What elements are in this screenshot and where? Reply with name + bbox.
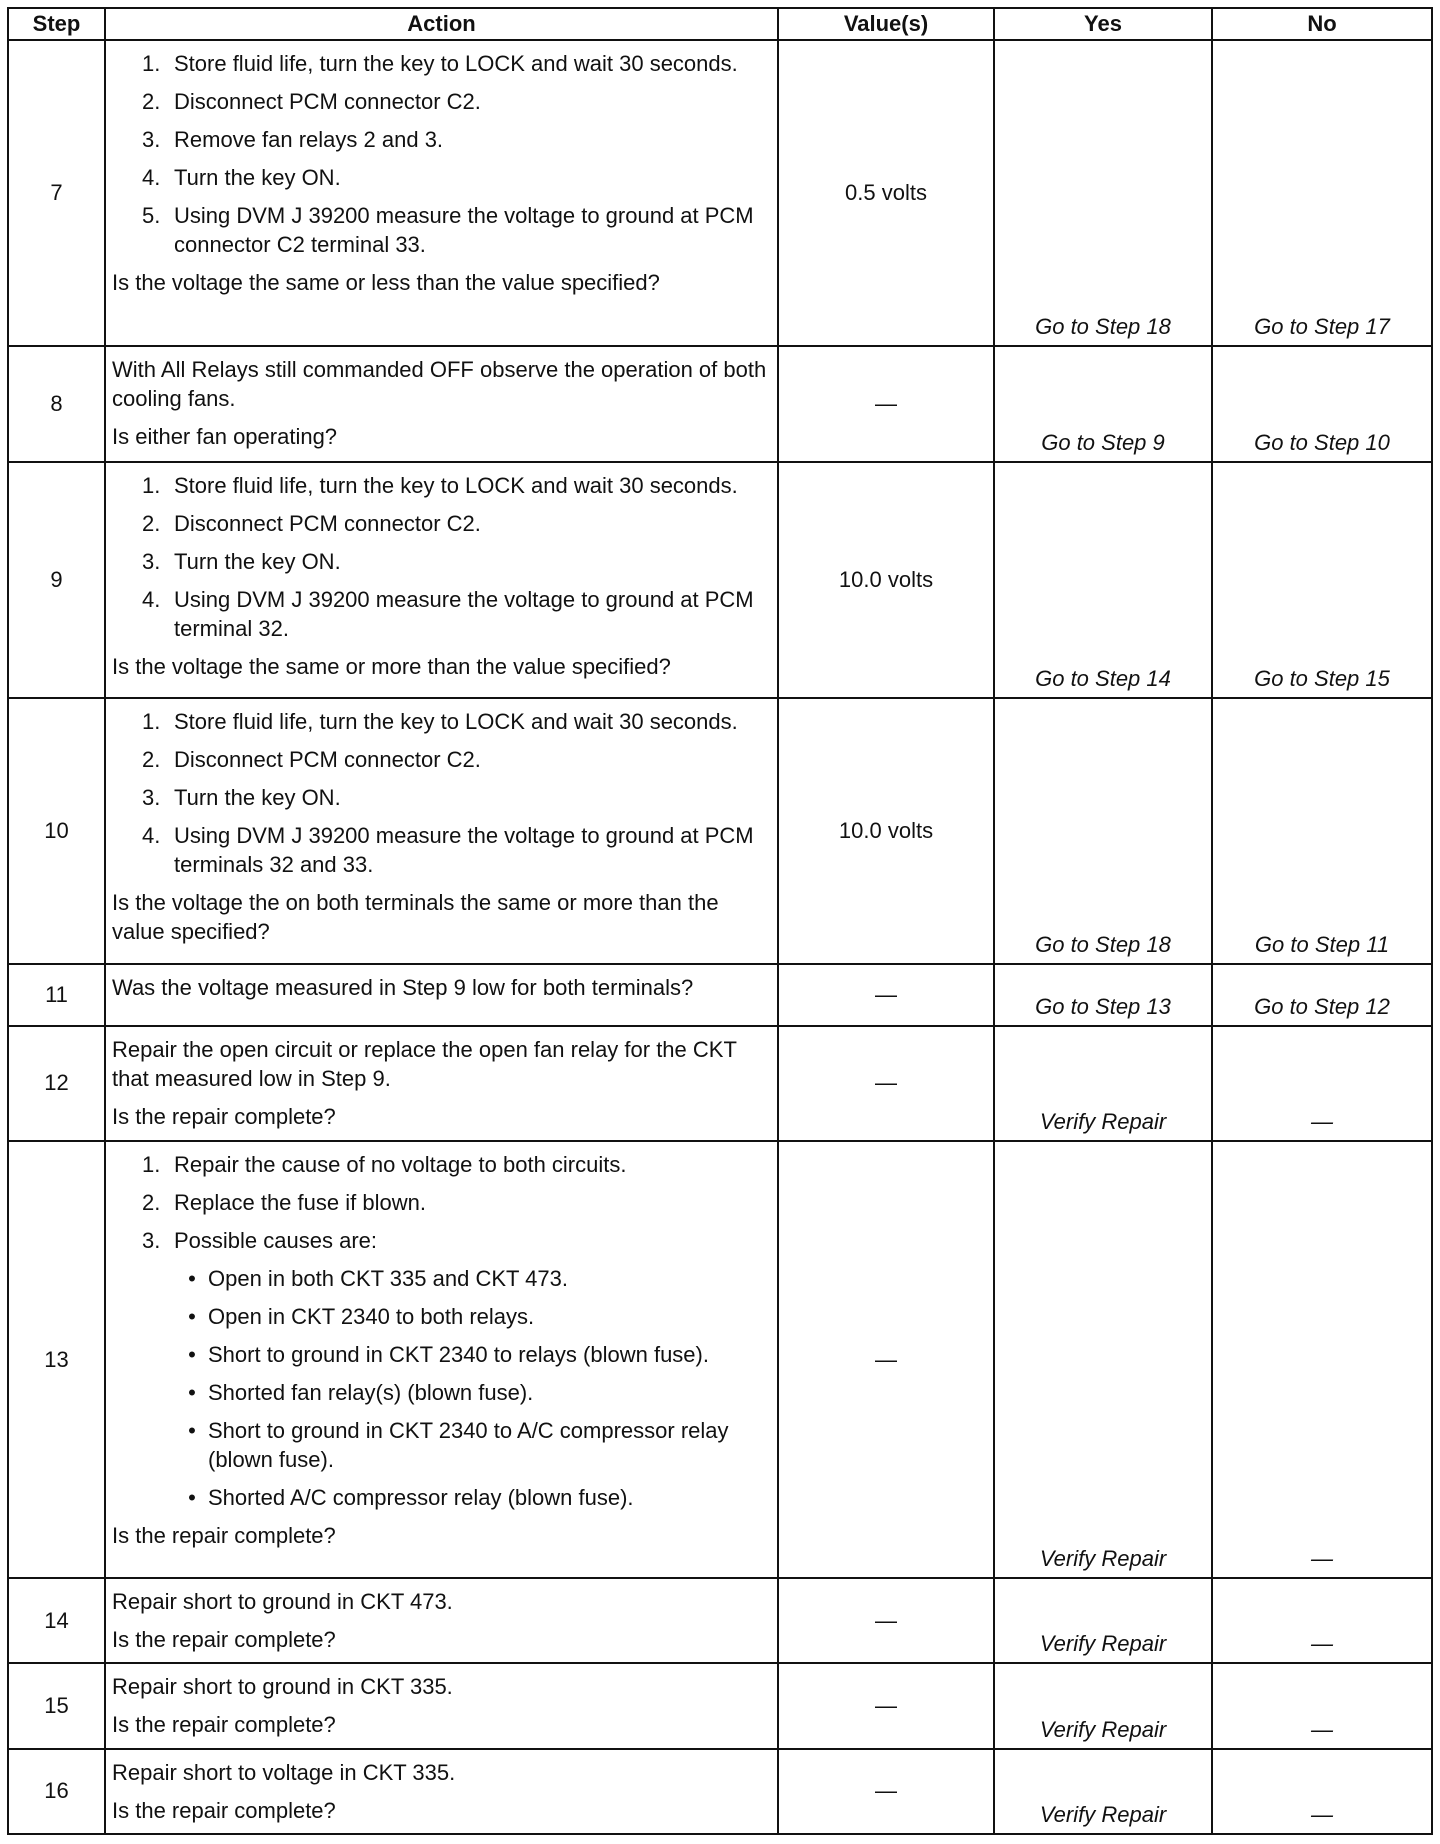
step-text: Store fluid life, turn the key to LOCK and wait 30 seconds. [174,51,738,76]
numbered-step [142,1150,771,1179]
yes-cell: Go to Step 13 [994,964,1212,1025]
bullet-list [112,1264,771,1512]
step-index: 2. [142,1190,161,1216]
step-text: Using DVM J 39200 measure the voltage to ground at PCM terminals 32 and 33. [174,822,754,877]
numbered-step [142,163,771,192]
step-text: Using DVM J 39200 measure the voltage to ground at PCM terminal 32. [174,586,754,641]
action-question: Is the repair complete? [112,1103,336,1129]
bullet-text: Shorted A/C compressor relay (blown fuse). [208,1485,634,1511]
no-cell: Go to Step 12 [1212,964,1432,1025]
numbered-step [142,87,771,116]
step-index: 1. [142,1152,161,1178]
bullet-text: Open in CKT 2340 to both relays. [208,1304,535,1330]
action-question: Is the repair complete? [112,1797,336,1823]
value-cell: — [778,1026,994,1142]
step-index: 1. [142,51,161,76]
no-cell: — [1212,1578,1432,1663]
action-cell [105,1141,778,1577]
diagnostic-table-container [7,7,1431,1835]
action-text: Repair short to ground in CKT 473. [112,1588,453,1614]
table-row [8,1026,1432,1142]
step-index: 4. [142,822,161,848]
bullet-item [176,1483,771,1512]
no-cell: Go to Step 17 [1212,40,1432,346]
step-number: 15 [8,1663,105,1748]
no-cell: Go to Step 11 [1212,698,1432,965]
no-cell: — [1212,1663,1432,1748]
action-question: Is the repair complete? [112,1626,336,1652]
no-cell: Go to Step 10 [1212,346,1432,462]
table-row [8,462,1432,698]
yes-cell: Go to Step 18 [994,698,1212,965]
action-question: Is the repair complete? [112,1523,336,1549]
step-index: 4. [142,586,161,612]
step-index: 2. [142,510,161,536]
table-row [8,1749,1432,1834]
yes-cell: Go to Step 14 [994,462,1212,698]
action-question: Is the voltage the on both terminals the same or more than the value specified? [112,889,719,944]
step-index: 2. [142,746,161,772]
numbered-step [142,547,771,576]
step-index: 3. [142,548,161,574]
action-text: Repair the open circuit or replace the open fan relay for the CKT that measured low in Step 9. [112,1036,737,1091]
table-row [8,698,1432,965]
step-index: 3. [142,1228,161,1254]
no-cell: — [1212,1026,1432,1142]
step-text: Store fluid life, turn the key to LOCK and wait 30 seconds. [174,708,738,734]
step-index: 4. [142,165,161,190]
value-cell: — [778,964,994,1025]
numbered-step [142,783,771,812]
step-number: 16 [8,1749,105,1834]
no-cell: Go to Step 15 [1212,462,1432,698]
numbered-step [142,821,771,879]
step-number: 10 [8,698,105,965]
numbered-step [142,1188,771,1217]
bullet-mark: • [188,1485,196,1511]
action-question: Was the voltage measured in Step 9 low for both terminals? [112,975,694,1001]
header-row [8,8,1432,40]
step-number: 7 [8,40,105,346]
step-text: Disconnect PCM connector C2. [174,89,481,114]
diagnostic-table [7,7,1433,1835]
yes-cell: Verify Repair [994,1026,1212,1142]
yes-cell: Go to Step 9 [994,346,1212,462]
numbered-step [142,745,771,774]
action-text: With All Relays still commanded OFF observe the operation of both cooling fans. [112,356,767,411]
step-number: 13 [8,1141,105,1577]
action-cell [105,1663,778,1748]
header-no: No [1212,8,1432,40]
value-cell: — [778,1663,994,1748]
value-cell: 10.0 volts [778,462,994,698]
step-index: 5. [142,203,161,228]
header-action: Action [105,8,778,40]
bullet-item [176,1264,771,1293]
step-text: Disconnect PCM connector C2. [174,746,481,772]
action-question: Is the voltage the same or more than the value specified? [112,653,671,679]
bullet-text: Short to ground in CKT 2340 to relays (blown fuse). [208,1342,709,1368]
action-cell [105,964,778,1025]
step-text: Remove fan relays 2 and 3. [174,127,444,152]
bullet-text: Open in both CKT 335 and CKT 473. [208,1266,568,1292]
action-cell [105,462,778,698]
bullet-text: Shorted fan relay(s) (blown fuse). [208,1380,534,1406]
action-text: Repair short to ground in CKT 335. [112,1674,453,1700]
table-row [8,1578,1432,1663]
step-index: 3. [142,127,161,152]
bullet-mark: • [188,1266,196,1292]
no-cell: — [1212,1141,1432,1577]
value-cell: — [778,346,994,462]
step-text: Turn the key ON. [174,165,341,190]
bullet-item [176,1378,771,1407]
step-text: Store fluid life, turn the key to LOCK and wait 30 seconds. [174,472,738,498]
header-step: Step [8,8,105,40]
step-index: 2. [142,89,161,114]
action-cell [105,1578,778,1663]
action-cell [105,698,778,965]
table-row [8,40,1432,346]
numbered-step [142,49,771,78]
action-text: Repair short to voltage in CKT 335. [112,1759,456,1785]
bullet-mark: • [188,1304,196,1330]
bullet-mark: • [188,1380,196,1406]
step-index: 1. [142,708,161,734]
numbered-step [142,585,771,643]
action-cell [105,1749,778,1834]
step-text: Using DVM J 39200 measure the voltage to ground at PCM connector C2 terminal 33. [174,203,754,257]
step-text: Replace the fuse if blown. [174,1190,426,1216]
value-cell: — [778,1749,994,1834]
numbered-step [142,707,771,736]
step-text: Possible causes are: [174,1228,377,1254]
step-index: 3. [142,784,161,810]
step-text: Turn the key ON. [174,548,341,574]
numbered-step [142,1226,771,1255]
numbered-step [142,201,771,259]
step-text: Disconnect PCM connector C2. [174,510,481,536]
value-cell: 0.5 volts [778,40,994,346]
yes-cell: Verify Repair [994,1663,1212,1748]
table-body [8,40,1432,1834]
numbered-step [142,471,771,500]
header-yes: Yes [994,8,1212,40]
numbered-steps [112,49,771,259]
table-row [8,1663,1432,1748]
step-text: Repair the cause of no voltage to both circuits. [174,1152,627,1178]
table-row [8,1141,1432,1577]
step-text: Turn the key ON. [174,784,341,810]
value-cell: — [778,1578,994,1663]
no-cell: — [1212,1749,1432,1834]
header-values: Value(s) [778,8,994,40]
numbered-steps [112,471,771,643]
yes-cell: Go to Step 18 [994,40,1212,346]
table-row [8,964,1432,1025]
action-cell [105,40,778,346]
bullet-text: Short to ground in CKT 2340 to A/C compressor relay (blown fuse). [208,1418,729,1473]
step-index: 1. [142,472,161,498]
step-number: 11 [8,964,105,1025]
action-cell [105,346,778,462]
bullet-item [176,1416,771,1474]
numbered-step [142,509,771,538]
yes-cell: Verify Repair [994,1749,1212,1834]
value-cell: — [778,1141,994,1577]
bullet-item [176,1302,771,1331]
bullet-mark: • [188,1418,196,1444]
yes-cell: Verify Repair [994,1141,1212,1577]
action-question: Is either fan operating? [112,423,338,449]
numbered-steps [112,707,771,879]
step-number: 9 [8,462,105,698]
bullet-item [176,1340,771,1369]
table-row [8,346,1432,462]
action-question: Is the repair complete? [112,1712,336,1738]
action-cell [105,1026,778,1142]
numbered-step [142,125,771,154]
yes-cell: Verify Repair [994,1578,1212,1663]
step-number: 12 [8,1026,105,1142]
action-question: Is the voltage the same or less than the value specified? [112,270,660,295]
bullet-mark: • [188,1342,196,1368]
step-number: 14 [8,1578,105,1663]
value-cell: 10.0 volts [778,698,994,965]
step-number: 8 [8,346,105,462]
numbered-steps [112,1150,771,1255]
